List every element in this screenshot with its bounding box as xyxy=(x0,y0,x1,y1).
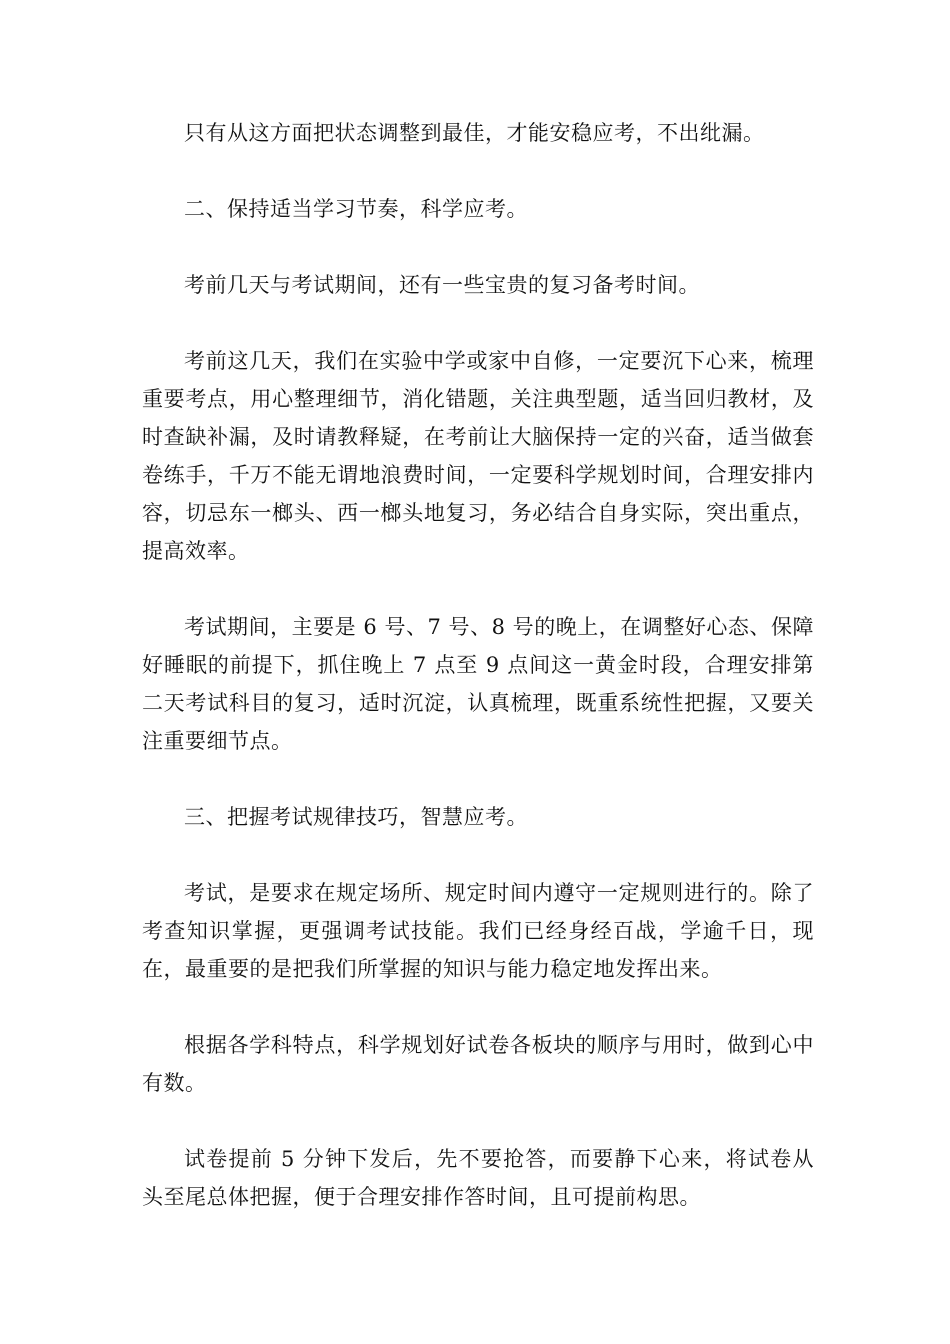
paragraph: 考前几天与考试期间，还有一些宝贵的复习备考时间。 xyxy=(184,273,700,297)
paragraph: 根据各学科特点，科学规划好试卷各板块的顺序与用时，做到心中有数。 xyxy=(142,1033,814,1095)
paragraph: 考试期间，主要是 6 号、7 号、8 号的晚上，在调整好心态、保障好睡眠的前提下，抓住晚上 7 点至 9 点间这一黄金时段，合理安排第二天考试科目的复习，适时沉淀，认真梳理，既重系统性把握，又要关注重要细节点。 xyxy=(142,615,814,753)
paragraph: 考前这几天，我们在实验中学或家中自修，一定要沉下心来，梳理重要考点，用心整理细节，消化错题，关注典型题，适当回归教材，及时查缺补漏，及时请教释疑，在考前让大脑保持一定的兴奋，适当做套卷练手，千万不能无谓地浪费时间，一定要科学规划时间，合理安排内容，切忌东一榔头、西一榔头地复习，务必结合自身实际，突出重点，提高效率。 xyxy=(142,349,814,563)
section-heading: 三、把握考试规律技巧，智慧应考。 xyxy=(184,805,528,829)
section-heading: 二、保持适当学习节奏，科学应考。 xyxy=(184,197,528,221)
paragraph: 考试，是要求在规定场所、规定时间内遵守一定规则进行的。除了考查知识掌握，更强调考试技能。我们已经身经百战，学逾千日，现在，最重要的是把我们所掌握的知识与能力稳定地发挥出来。 xyxy=(142,881,814,981)
paragraph: 试卷提前 5 分钟下发后，先不要抢答，而要静下心来，将试卷从头至尾总体把握，便于合理安排作答时间，且可提前构思。 xyxy=(142,1147,814,1209)
paragraph: 只有从这方面把状态调整到最佳，才能安稳应考，不出纰漏。 xyxy=(184,121,765,145)
document-body xyxy=(142,114,814,1254)
